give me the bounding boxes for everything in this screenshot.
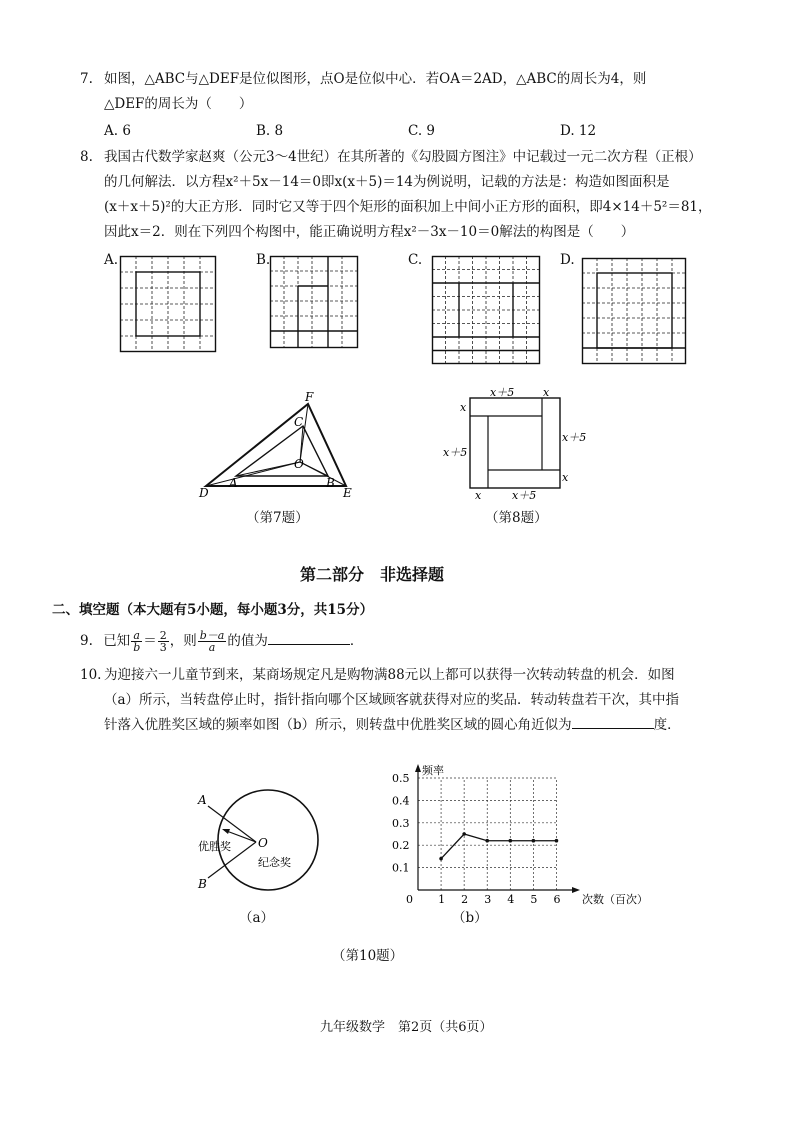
q8-line3: (x＋x＋5)²的大正方形．同时它又等于四个矩形的面积加上中间小正方形的面积，即4×14＋5²＝81， [104,199,712,215]
page-footer: 九年级数学 第2页（共6页） [320,1020,493,1035]
q9-frac2-den: 3 [159,641,167,654]
fig7-label-e: E [343,486,352,500]
fig7-diagram [196,388,366,503]
q8-grid-a [120,256,216,352]
q9-frac2-num: 2 [159,629,167,642]
data-point [555,839,559,843]
q9-frac1-den: b [133,641,141,654]
q10-line3 [104,714,681,736]
section2-heading: 二、填空题（本大题有5小题，每小题3分，共15分） [52,602,374,618]
y-tick-label: 0.4 [392,794,410,808]
q10-line1: 为迎接六一儿童节到来，某商场规定凡是购物满88元以上都可以获得一次转动转盘的机会．如图 [104,667,675,683]
q8-num: 8. [80,149,93,165]
fig10-caption: （第10题） [332,948,404,964]
q8-line1: 我国古代数学家赵爽（公元3～4世纪）在其所著的《勾股圆方图注》中记载过一元二次方程（正根） [104,149,702,165]
fig8-label-left1: x [460,401,467,414]
q8-option-b-label: B. [256,252,271,268]
fig8-label-right2: x [562,471,569,484]
series-line [441,834,556,859]
q9-eq: ＝ [143,633,157,649]
data-point [462,832,466,836]
q9-mid: ，则 [169,633,197,649]
y-tick-label: 0.2 [392,839,410,853]
fig8-label-top1: x＋5 [490,386,515,399]
x-tick-label: 4 [507,893,515,906]
q8-line4: 因此x＝2．则在下列四个构图中，能正确说明方程x²－3x－10＝0解法的构图是（ ） [104,224,635,240]
data-point [439,857,443,861]
y-tick-label: 0.5 [392,772,410,785]
q10-line3-text: 针落入优胜奖区域的频率如图（b）所示，则转盘中优胜奖区域的圆心角近似为 [104,717,572,733]
x-tick-label: 6 [553,893,561,906]
q8-grid-d [582,258,686,364]
fig8-diagram [440,386,590,502]
fig7-label-d: D [199,486,209,500]
fig10a-caption: （a） [239,910,275,926]
q9-num: 9. [80,633,93,649]
q8-option-c-label: C. [408,252,423,268]
fig8-label-bottom1: x [475,489,482,502]
part2-title: 第二部分 非选择题 [300,565,445,584]
q7-num: 7. [80,71,93,87]
q7-line2: △DEF的周长为（ ） [104,96,253,112]
x-axis-label: 次数（百次） [582,893,648,906]
data-point [509,839,513,843]
q8-grid-c [432,256,540,364]
fig7-label-a: A [229,476,238,490]
x-axis-arrow [572,887,580,893]
fig10a-label-souvenir: 纪念奖 [258,856,291,869]
q9-answer-blank[interactable] [268,630,350,645]
q9-frac2 [158,630,169,653]
q9-frac3-num: b－a [199,629,225,642]
q8-option-d-label: D. [560,252,575,268]
q9-frac1-num: a [131,630,142,642]
fig8-label-bottom2: x＋5 [512,489,537,502]
q7-option-d: D. 12 [560,123,597,139]
q10-num: 10. [80,667,102,683]
q9 [80,626,363,656]
fig10b-caption: （b） [452,910,488,926]
fig8-label-left2: x＋5 [443,446,468,459]
fig7-label-f: F [305,390,314,404]
fig7-label-c: C [294,415,304,429]
q9-frac1 [131,630,142,653]
y-tick-label: 0.1 [392,861,410,875]
x-tick-label: 3 [484,893,492,906]
q8-grid-b [270,256,358,348]
origin-label: 0 [406,893,413,906]
q9-frac3-den: a [208,641,216,654]
fig10a-label-b: B [198,877,207,891]
y-axis-label: 频率 [422,764,444,777]
q9-pre: 已知 [103,633,131,649]
q9-frac3 [198,630,227,653]
fig10a-label-win: 优胜奖 [198,840,231,853]
q8-line2: 的几何解法．以方程x²＋5x－14＝0即x(x＋5)＝14为例说明，记载的方法是：构造如图面积是 [104,174,670,190]
fig7-label-b: B [326,476,335,490]
q8-option-a-label: A. [104,252,119,268]
fig7-caption: （第7题） [246,510,309,526]
q7-line1: 如图，△ABC与△DEF是位似图形，点O是位似中心．若OA＝2AD，△ABC的周长为4，则 [104,71,647,87]
fig10a-spinner [186,782,320,894]
x-tick-label: 1 [438,893,446,906]
fig8-label-top2: x [543,386,550,399]
x-tick-label: 2 [461,893,469,906]
x-tick-label: 5 [530,893,538,906]
fig10a-label-o: O [258,836,268,850]
q10-line3-end: 度． [653,717,681,733]
q10-answer-blank[interactable] [572,714,654,729]
q7-option-b: B. 8 [256,123,284,139]
data-point [485,839,489,843]
fig10b-chart [390,752,648,906]
fig8-caption: （第8题） [485,510,548,526]
q9-post: 的值为 [227,633,268,649]
q10-line2: （a）所示，当转盘停止时，指针指向哪个区域顾客就获得对应的奖品．转动转盘若干次，其中指 [104,692,680,708]
q9-end: ． [349,633,364,649]
q7-option-c: C. 9 [408,123,436,139]
y-tick-label: 0.3 [392,816,410,830]
y-axis-arrow [415,764,421,772]
fig7-label-o: O [294,457,304,471]
fig8-label-right1: x＋5 [562,431,587,444]
q7-option-a: A. 6 [104,123,131,139]
data-point [532,839,536,843]
fig10a-label-a: A [198,793,207,807]
